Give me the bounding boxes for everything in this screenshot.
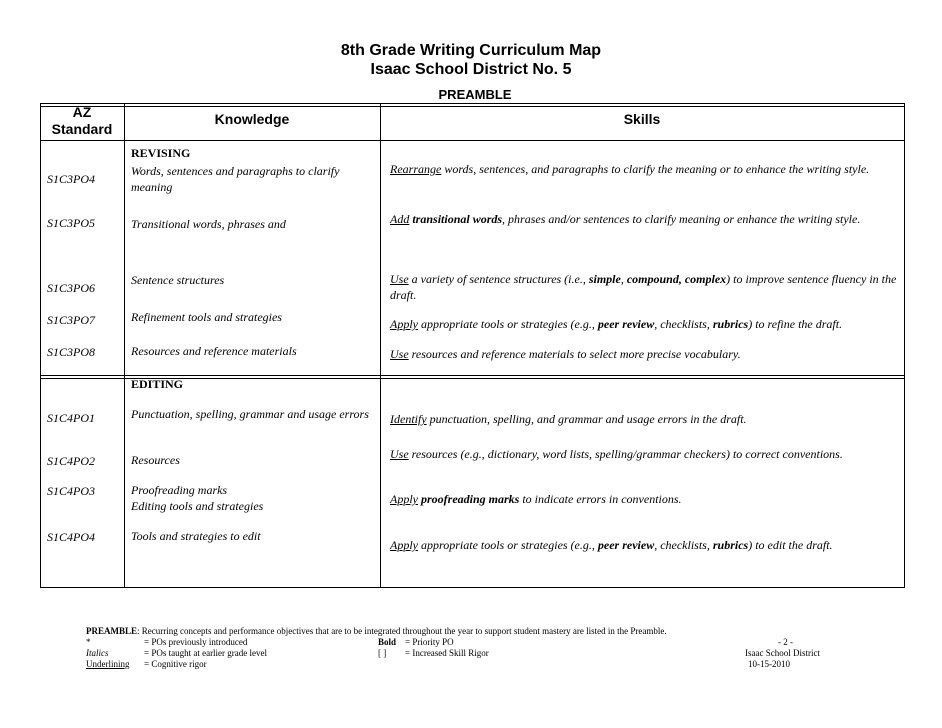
- legend-meaning: = Cognitive rigor: [144, 659, 207, 669]
- skill-text: Use resources and reference materials to select more precise vocabulary.: [390, 347, 741, 361]
- district-name: Isaac School District No. 5: [370, 61, 572, 78]
- legend-meaning: = POs previously introduced: [144, 637, 248, 647]
- footer-date: 10-15-2010: [748, 659, 790, 669]
- footer-preamble-note: PREAMBLE: Recurring concepts and performance objectives that are to be integrated throughout the year to support student mastery are listed in the Preamble.: [86, 626, 667, 636]
- knowledge-text: Refinement tools and strategies: [131, 310, 282, 324]
- knowledge-text: Resources and reference materials: [131, 344, 297, 358]
- section-title-revising: REVISING: [131, 146, 191, 160]
- standard-code: S1C4PO3: [47, 484, 95, 498]
- skill-text: Add transitional words, phrases and/or sentences to clarify meaning or enhance the writing style.: [390, 212, 861, 226]
- standard-code: S1C4PO4: [47, 530, 95, 544]
- skill-text: Apply appropriate tools or strategies (e.g., peer review, checklists, rubrics) to refine the draft.: [390, 317, 843, 331]
- standard-code: S1C3PO6: [47, 281, 95, 295]
- skill-text: Apply appropriate tools or strategies (e.g., peer review, checklists, rubrics) to edit the draft.: [390, 538, 833, 552]
- az-header: AZ: [72, 104, 92, 120]
- document-title: 8th Grade Writing Curriculum Map: [340, 42, 602, 59]
- legend-symbol: *: [86, 637, 91, 647]
- section-divider: [40, 375, 904, 376]
- legend-meaning: = Increased Skill Rigor: [405, 648, 489, 658]
- knowledge-text: Transitional words, phrases and: [131, 217, 286, 231]
- legend-meaning: = Priority PO: [405, 637, 454, 647]
- legend-symbol: Underlining: [86, 659, 130, 669]
- column-divider-1: [124, 103, 125, 588]
- knowledge-text: Punctuation, spelling, grammar and usage errors: [131, 407, 369, 421]
- standard-code: S1C3PO4: [47, 172, 95, 186]
- knowledge-text: Words, sentences and paragraphs to clarify meaning: [131, 164, 340, 194]
- knowledge-text: Sentence structures: [131, 273, 225, 287]
- knowledge-text: Resources: [131, 453, 180, 467]
- standard-code: S1C4PO2: [47, 454, 95, 468]
- standard-code: S1C4PO1: [47, 411, 95, 425]
- legend-symbol: Italics: [86, 648, 109, 658]
- standard-code: S1C3PO5: [47, 216, 95, 230]
- table-border-right: [904, 103, 905, 588]
- legend-meaning: = POs taught at earlier grade level: [144, 648, 268, 658]
- legend-symbol: [ ]: [378, 648, 387, 658]
- legend-symbol: Bold: [378, 637, 397, 647]
- skill-text: Use a variety of sentence structures (i.e., simple, compound, complex) to improve sentence fluency in the draft.: [390, 272, 897, 302]
- header-divider: [40, 140, 904, 141]
- preamble-heading: PREAMBLE: [438, 87, 512, 102]
- table-border-top: [40, 103, 904, 104]
- skill-text: Apply proofreading marks to indicate errors in conventions.: [390, 492, 682, 506]
- table-border-top-inner: [40, 106, 904, 107]
- footer-org: Isaac School District: [745, 648, 820, 658]
- knowledge-text: Tools and strategies to edit: [131, 529, 261, 543]
- skill-text: Rearrange words, sentences, and paragraphs to clarify the meaning or to enhance the writing style.: [390, 162, 870, 176]
- skills-header: Skills: [623, 111, 661, 127]
- standard-code: S1C3PO8: [47, 345, 95, 359]
- standard-code: S1C3PO7: [47, 313, 95, 327]
- standard-header: Standard: [51, 121, 113, 137]
- column-divider-2: [380, 103, 381, 588]
- knowledge-header: Knowledge: [214, 111, 290, 127]
- section-title-editing: EDITING: [131, 377, 184, 391]
- table-border-bottom: [40, 587, 904, 588]
- table-border-left: [40, 103, 41, 588]
- knowledge-text: Proofreading marks Editing tools and strategies: [131, 483, 264, 513]
- page-number: - 2 -: [778, 637, 793, 647]
- skill-text: Use resources (e.g., dictionary, word lists, spelling/grammar checkers) to correct conventions.: [390, 447, 843, 461]
- skill-text: Identify punctuation, spelling, and grammar and usage errors in the draft.: [390, 412, 747, 426]
